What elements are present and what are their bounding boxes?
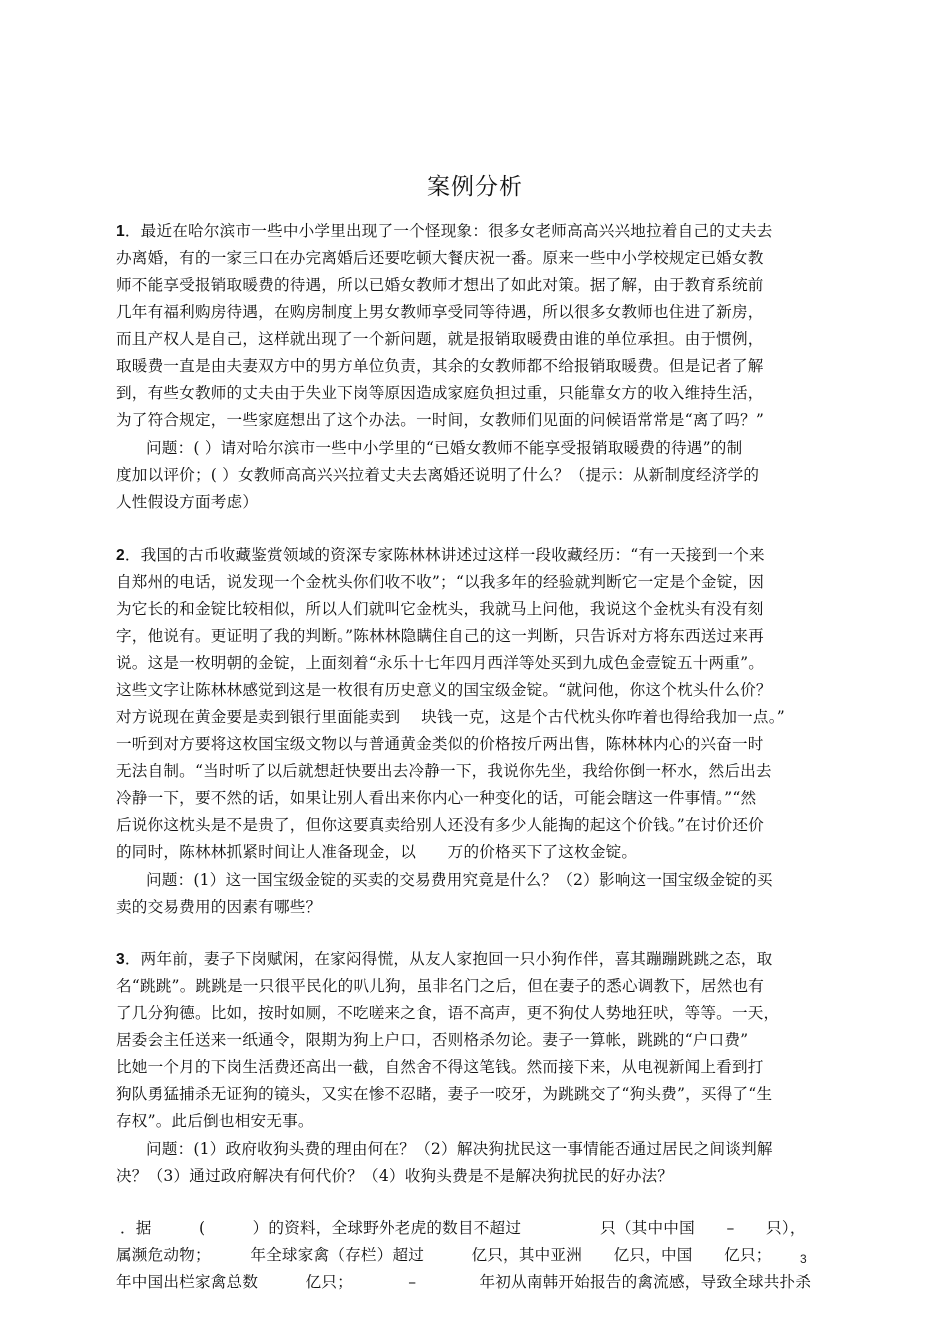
case-3-line-3: 了几分狗德。比如，按时如厕，不吃嗟来之食，语不高声，更不狗仗人势地狂吠，等等。一天， (116, 1004, 780, 1022)
case-3-line-7: 存权”。此后倒也相安无事。 (116, 1112, 314, 1130)
case-1-line-3: 师不能享受报销取暖费的待遇，所以已婚女教师才想出了如此对策。据了解，由于教育系统前 (116, 276, 764, 294)
case-4-line-1: ．据 ( ）的资料，全球野外老虎的数目不超过 只（其中中国 – 只）， (120, 1219, 806, 1237)
case-4-line-3: 年中国出栏家禽总数 亿只； – 年初从南韩开始报告的禽流感，导致全球共扑杀 (116, 1273, 812, 1291)
case-1-line-6: 取暖费一直是由夫妻双方中的男方单位负责，其余的女教师都不给报销取暖费。但是记者了解 (116, 357, 764, 375)
case-2-line-7: 对方说现在黄金要是卖到银行里面能卖到 块钱一克，这是个古代枕头你咋着也得给我加一点。” (116, 708, 785, 726)
case-2-number: 2 (116, 547, 125, 564)
case-2-line-9: 无法自制。“当时听了以后就想赶快要出去冷静一下，我说你先坐，我给你倒一杯水，然后出去 (116, 762, 772, 780)
case-1-question-line-2: 度加以评价；( ）女教师高高兴兴拉着丈夫去离婚还说明了什么？（提示：从新制度经济学的 (116, 466, 760, 484)
case-2-line-10: 冷静一下，要不然的话，如果让别人看出来你内心一种变化的话，可能会瞎这一件事情。”“然 (116, 789, 757, 807)
case-2-question-line-1: 问题：(1）这一国宝级金锭的买卖的交易费用究竟是什么？（2）影响这一国宝级金锭的买 (146, 871, 773, 889)
case-1-line-1: 1．最近在哈尔滨市一些中小学里出现了一个怪现象：很多女老师高高兴兴地拉着自己的丈夫去 (116, 222, 773, 240)
case-3-line-5: 比她一个月的下岗生活费还高出一截，自然舍不得这笔钱。然而接下来，从电视新闻上看到打 (116, 1058, 764, 1076)
case-2-question-line-2: 卖的交易费用的因素有哪些？ (116, 898, 322, 916)
case-2-line-1: 2．我国的古币收藏鉴赏领域的资深专家陈林林讲述过这样一段收藏经历：“有一天接到一个来 (116, 546, 765, 564)
case-3-line-2: 名“跳跳”。跳跳是一只很平民化的叭儿狗，虽非名门之后，但在妻子的悉心调教下，居然也有 (116, 977, 765, 995)
case-3-question-line-1: 问题：(1）政府收狗头费的理由何在？（2）解决狗扰民这一事情能否通过居民之间谈判解 (146, 1140, 773, 1158)
case-3-question-line-2: 决？（3）通过政府解决有何代价？（4）收狗头费是不是解决狗扰民的好办法？ (116, 1167, 674, 1185)
case-2-line-3: 为它长的和金锭比较相似，所以人们就叫它金枕头，我就马上问他，我说这个金枕头有没有刻 (116, 600, 764, 618)
case-3-line-4: 居委会主任送来一纸通令，限期为狗上户口，否则格杀勿论。妻子一算帐，跳跳的“户口费” (116, 1031, 749, 1049)
case-2-line-4: 字，他说有。更证明了我的判断。”陈林林隐瞒住自己的这一判断，只告诉对方将东西送过来再 (116, 627, 764, 645)
case-2-line-12: 的同时，陈林林抓紧时间让人准备现金，以 万的价格买下了这枚金锭。 (116, 843, 638, 861)
case-1-line-5: 而且产权人是自己，这样就出现了一个新问题，就是报销取暖费由谁的单位承担。由于惯例， (116, 330, 764, 348)
case-1-number: 1 (116, 223, 125, 240)
case-4-line-2: 属濒危动物； 年全球家禽（存栏）超过 亿只，其中亚洲 亿只，中国 亿只； (116, 1246, 772, 1264)
case-1-line-7: 到，有些女教师的丈夫由于失业下岗等原因造成家庭负担过重，只能靠女方的收入维持生活， (116, 384, 764, 402)
page-number: 3 (800, 1252, 807, 1266)
page-title: 案例分析 (427, 174, 523, 200)
case-1-question-line-1: 问题：( ）请对哈尔滨市一些中小学里的“已婚女教师不能享受报销取暖费的待遇”的制 (146, 439, 743, 457)
case-2-line-5: 说。这是一枚明朝的金锭，上面刻着“永乐十七年四月西洋等处买到九成色金壹锭五十两重”。 (116, 654, 765, 672)
case-1-line-8: 为了符合规定，一些家庭想出了这个办法。一时间，女教师们见面的问候语常常是“离了吗？” (116, 411, 765, 429)
case-1-line-2: 办离婚，有的一家三口在办完离婚后还要吃顿大餐庆祝一番。原来一些中小学校规定已婚女教 (116, 249, 764, 267)
case-2-line-2: 自郑州的电话，说发现一个金枕头你们收不收”；“以我多年的经验就判断它一定是个金锭，因 (116, 573, 765, 591)
case-2-line-8: 一听到对方要将这枚国宝级文物以与普通黄金类似的价格按斤两出售，陈林林内心的兴奋一时 (116, 735, 764, 753)
case-2-line-6: 这些文字让陈林林感觉到这是一枚很有历史意义的国宝级金锭。“就问他，你这个枕头什么价？ (116, 681, 772, 699)
case-1-line-4: 几年有福利购房待遇，在购房制度上男女教师享受同等待遇，所以很多女教师也住进了新房， (116, 303, 764, 321)
case-2-line-11: 后说你这枕头是不是贵了，但你这要真卖给别人还没有多少人能掏的起这个价钱。”在讨价还价 (116, 816, 764, 834)
case-3-line-1: 3．两年前，妻子下岗赋闲，在家闷得慌，从友人家抱回一只小狗作伴，喜其蹦蹦跳跳之态，取 (116, 950, 773, 968)
case-3-number: 3 (116, 951, 125, 968)
case-3-line-6: 狗队勇猛捕杀无证狗的镜头，又实在惨不忍睹，妻子一咬牙，为跳跳交了“狗头费”，买得了“生 (116, 1085, 773, 1103)
case-1-question-line-3: 人性假设方面考虑） (116, 493, 259, 511)
